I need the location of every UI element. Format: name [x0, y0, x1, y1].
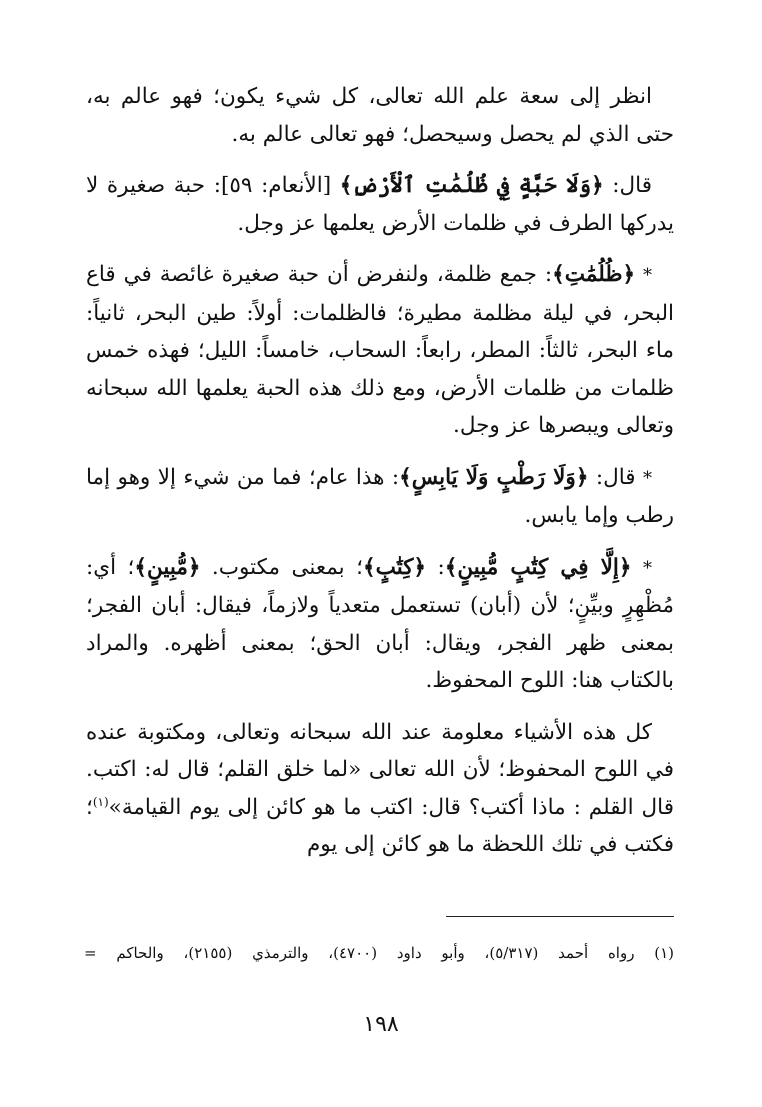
text-segment: قال:: [603, 173, 652, 198]
quran-quote: ﴿وَلَا رَطْبٍ وَلَا يَابِسٍ﴾: [399, 464, 589, 490]
quran-quote: ﴿كِتَٰبٍ﴾: [363, 554, 427, 580]
text-segment: [635, 262, 643, 287]
paragraph: [86, 549, 674, 700]
quran-quote: ﴿مُّبِينٍ﴾: [134, 554, 201, 580]
footnote: (١) رواه أحمد (٥/٣١٧)، وأبو داود (٤٧٠٠)، والترمذي (٢١٥٥)، والحاكم =: [84, 944, 674, 962]
main-text: [86, 78, 674, 864]
paragraph: [86, 256, 674, 445]
text-segment: كل هذه الأشياء معلومة عند الله سبحانه وتعالى، ومكتوبة عنده في اللوح المحفوظ؛ لأن الله تعالى «لما خلق القلم؛ قال له: اكتب. قال القلم : ماذا أكتب؟ قال: اكتب ما هو كائن إلى يوم القيامة»: [86, 719, 674, 820]
text-segment: :: [426, 554, 445, 580]
footnote-reference: (١): [92, 794, 109, 809]
paragraph: [86, 459, 674, 535]
text-segment: [الأنعام: ٥٩]: حبة صغيرة لا يدركها الطرف في ظلمات الأرض يعلمها عز وجل.: [86, 173, 674, 236]
asterisk-marker: *: [643, 467, 652, 489]
text-segment: ؛ بمعنى مكتوب.: [200, 554, 363, 580]
footnote-separator: [446, 916, 674, 917]
quran-quote: ﴿ظُلُمَٰتِ﴾: [552, 262, 636, 287]
text-segment: انظر إلى سعة علم الله تعالى، كل شيء يكون؛ فهو عالم به، حتى الذي لم يحصل وسيحصل؛ فهو تعالى عالم به.: [86, 84, 674, 147]
text-segment: : هذا عام؛ فما من شيء إلا وهو إما رطب وإما يابس.: [86, 464, 674, 528]
quran-quote: ﴿إِلَّا فِي كِتَٰبٍ مُّبِينٍ﴾: [444, 554, 632, 580]
paragraph: [86, 167, 674, 242]
page-number: ١٩٨: [363, 1012, 399, 1037]
asterisk-marker: *: [643, 265, 652, 286]
asterisk-marker: *: [643, 557, 653, 579]
text-segment: : جمع ظلمة، ولنفرض أن حبة صغيرة غائصة في قاع البحر، في ليلة مظلمة مطيرة؛ فالظلمات: أولاً: طين البحر، ثانياً: ماء البحر، ثالثاً: المطر، رابعاً: السحاب، خامساً: الليل؛ فهذه خمس ظلمات من ظلمات الأرض، ومع ذلك هذه الحبة يعلمها الله سبحانه وتعالى ويبصرها عز وجل.: [86, 262, 674, 438]
paragraph: [86, 78, 674, 153]
text-segment: ؛ فكتب في تلك اللحظة ما هو كائن إلى يوم: [86, 794, 674, 857]
paragraph: [86, 714, 674, 864]
text-segment: ؛ أي: مُظْهِرٍ وبيِّنٍ؛ لأن (أبان) تستعمل متعدياً ولازماً، فيقال: أبان الفجر؛ بمعنى ظهر الفجر، ويقال: أبان الحق؛ بمعنى أظهره. والمراد بالكتاب هنا: اللوح المحفوظ.: [86, 554, 674, 693]
quran-quote: ﴿وَلَا حَبَّةٍ فِي ظُلُمَٰتِ ٱلْأَرْضِ﴾: [339, 173, 604, 198]
text-segment: [632, 555, 644, 580]
text-segment: قال:: [588, 464, 643, 490]
